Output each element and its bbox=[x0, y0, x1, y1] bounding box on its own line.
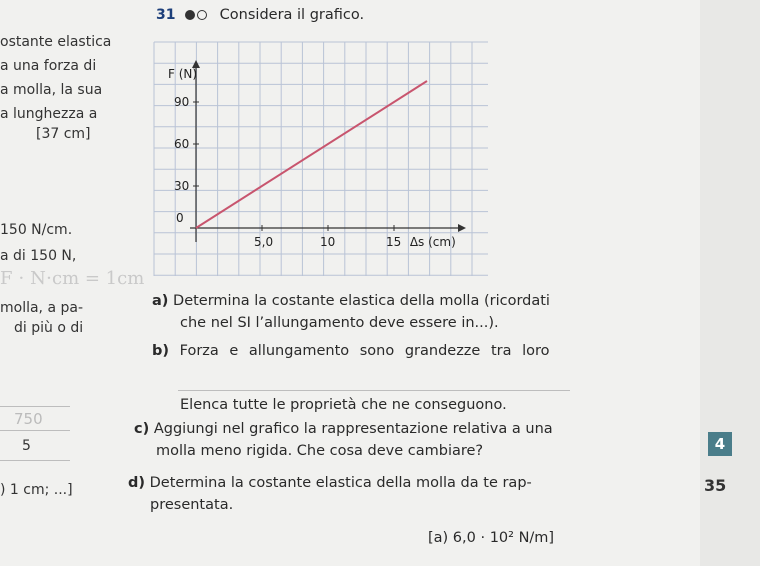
origin-label: 0 bbox=[176, 211, 184, 225]
table-cell: 5 bbox=[22, 438, 31, 454]
left-text-line: 150 N/cm. bbox=[0, 222, 73, 238]
left-text-line: a lunghezza a bbox=[0, 106, 98, 122]
question-b-line2: Elenca tutte le proprietà che ne conseguono. bbox=[180, 397, 507, 413]
x-tick-label: 15 bbox=[386, 235, 402, 249]
left-text-line: a molla, la sua bbox=[0, 82, 103, 98]
question-d-line1 bbox=[128, 474, 532, 493]
margin-number: 35 bbox=[704, 476, 727, 495]
answer-line bbox=[178, 390, 570, 391]
question-b-text: Forza e allungamento sono grandezze tra loro bbox=[179, 343, 550, 359]
question-c-letter: c) bbox=[134, 421, 150, 437]
question-b-letter: b) bbox=[152, 343, 170, 359]
exercise-header bbox=[156, 4, 364, 25]
left-answer: ) 1 cm; ...] bbox=[0, 482, 73, 498]
left-text-line: ostante elastica bbox=[0, 34, 112, 50]
y-tick-label: 30 bbox=[174, 179, 190, 193]
y-tick-label: 90 bbox=[174, 95, 190, 109]
left-text-line: molla, a pa- bbox=[0, 300, 84, 316]
exercise-number: 31 bbox=[156, 7, 176, 23]
left-answer: [37 cm] bbox=[36, 126, 91, 142]
question-a-line2: che nel SI l’allungamento deve essere in...). bbox=[180, 315, 499, 331]
x-axis-arrow bbox=[458, 224, 466, 232]
final-answer: [a) 6,0 · 10² N/m] bbox=[428, 530, 555, 546]
left-text-line: di più o di bbox=[14, 320, 84, 336]
difficulty-dots-icon bbox=[185, 5, 209, 24]
chart-series bbox=[196, 81, 427, 228]
question-a-line1 bbox=[152, 292, 550, 311]
question-c-line1 bbox=[134, 420, 553, 439]
question-d-text: Determina la costante elastica della molla da te rap- bbox=[149, 475, 532, 491]
x-tick-label: 5,0 bbox=[254, 235, 274, 249]
question-a-text: Determina la costante elastica della molla (ricordati bbox=[173, 293, 550, 309]
table-rule bbox=[0, 460, 70, 461]
table-rule bbox=[0, 406, 70, 407]
left-text-line: a una forza di bbox=[0, 58, 97, 74]
page-badge: 4 bbox=[708, 432, 732, 456]
question-b-line1 bbox=[152, 342, 550, 361]
question-a-letter: a) bbox=[152, 293, 169, 309]
series-line bbox=[196, 81, 427, 228]
table-cell: 750 bbox=[14, 410, 43, 428]
table-rule bbox=[0, 430, 70, 431]
exercise-prompt: Considera il grafico. bbox=[219, 7, 365, 23]
force-elongation-chart bbox=[150, 38, 490, 278]
question-d-letter: d) bbox=[128, 475, 146, 491]
y-axis-label: F (N) bbox=[168, 67, 198, 81]
x-tick-label: 10 bbox=[320, 235, 336, 249]
y-tick-label: 60 bbox=[174, 137, 190, 151]
pencil-scribble: F ⋅ N⋅cm = 1cm bbox=[0, 268, 145, 289]
x-axis-label: Δs (cm) bbox=[409, 235, 456, 249]
question-d-line2: presentata. bbox=[150, 497, 234, 513]
left-text-line: a di 150 N, bbox=[0, 248, 77, 264]
question-c-text: Aggiungi nel grafico la rappresentazione relativa a una bbox=[153, 421, 553, 437]
question-c-line2: molla meno rigida. Che cosa deve cambiare? bbox=[156, 443, 484, 459]
chart-axes bbox=[190, 60, 466, 242]
